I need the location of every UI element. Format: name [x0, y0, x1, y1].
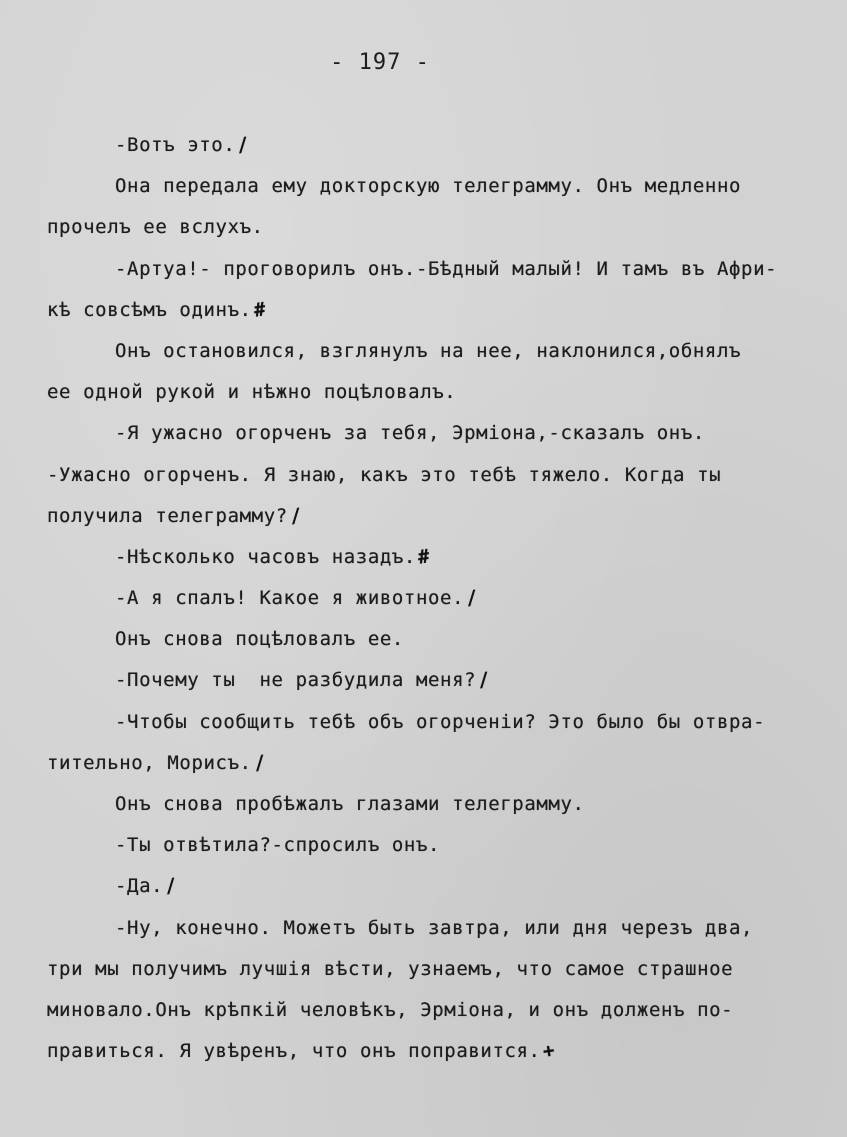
text-line: Онъ снова пробѣжалъ глазами телеграмму.: [115, 793, 585, 815]
correction-mark: #: [252, 298, 268, 322]
text-line: ее одной рукой и нѣжно поцѣловалъ.: [47, 381, 457, 404]
text-line: -Артуа!- проговорилъ онъ.-Бѣдный малый! И тамъ въ Афри-: [115, 257, 778, 280]
correction-mark: /: [252, 751, 268, 775]
text-line: -Чтобы сообщить тебѣ объ огорченіи? Это было бы отвра-: [115, 710, 766, 733]
text-line: -Ты отвѣтила?-спросилъ онъ.: [115, 834, 441, 857]
text-line: Она передала ему докторскую телеграмму. Онъ медленно: [115, 175, 742, 198]
text-line: -Я ужасно огорченъ за тебя, Эрміона,-сказалъ онъ.: [115, 422, 705, 445]
text-line: три мы получимъ лучшія вѣсти, узнаемъ, что самое страшное: [47, 957, 734, 980]
correction-mark: /: [235, 133, 251, 157]
text-line: -Да./: [47, 869, 817, 910]
text-line: -А я спалъ! Какое я животное./: [47, 581, 817, 622]
correction-mark: /: [464, 586, 480, 610]
text-line: -Вотъ это./: [47, 128, 817, 169]
text-line: -Ну, конечно. Можетъ быть завтра, или дня черезъ два,: [115, 916, 754, 939]
text-line: прочелъ ее вслухъ.: [47, 216, 264, 239]
text-line: получила телеграмму?/: [47, 499, 817, 540]
correction-mark: /: [288, 503, 304, 528]
text-body: [47, 128, 817, 1075]
text-line: Онъ снова поцѣловалъ ее.: [115, 628, 404, 651]
correction-mark: #: [416, 545, 432, 569]
text-line: кѣ совсѣмъ одинъ.#: [47, 293, 817, 334]
page-number: - 197 -: [330, 50, 430, 75]
text-line: тительно, Морисъ./: [47, 746, 817, 787]
correction-mark: /: [163, 874, 179, 899]
text-line: -Нѣсколько часовъ назадъ.#: [47, 540, 817, 581]
text-line: -Почему ты не разбудила меня?/: [47, 663, 817, 704]
text-line: Онъ остановился, взглянулъ на нее, наклонился,обнялъ: [115, 339, 742, 362]
text-line: правиться. Я увѣренъ, что онъ поправится.+: [47, 1034, 817, 1075]
correction-mark: +: [541, 1039, 557, 1063]
text-line: -Ужасно огорченъ. Я знаю, какъ это тебѣ тяжело. Когда ты: [47, 463, 722, 486]
correction-mark: /: [476, 668, 492, 693]
text-line: миновало.Онъ крѣпкій человѣкъ, Эрміона, и онъ долженъ по-: [47, 998, 734, 1021]
